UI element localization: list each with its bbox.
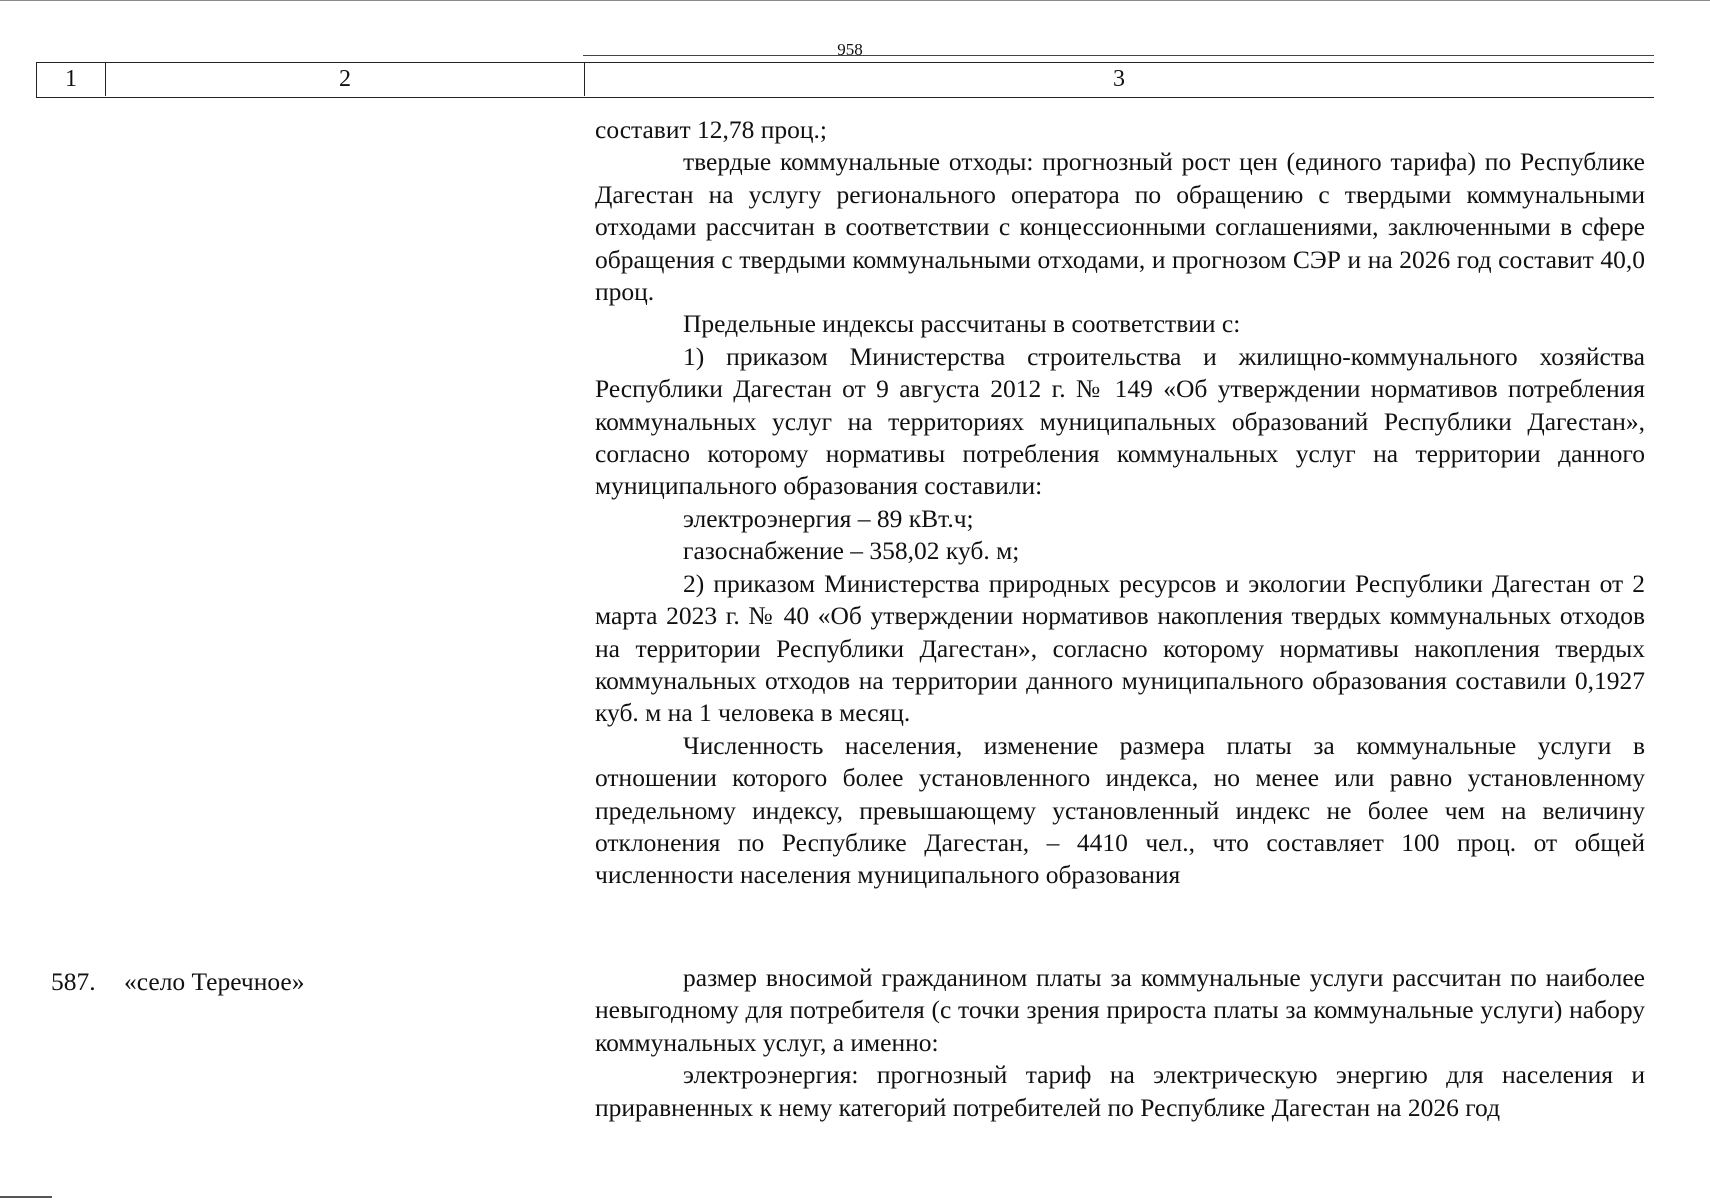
row-number-587: 587. xyxy=(51,967,96,996)
paragraph: газоснабжение – 358,02 куб. м; xyxy=(683,536,1020,566)
paragraph: размер вносимой гражданином платы за коммунальные услуги рассчитан по наиболее невыгодному для потребителя (с точки зрения прироста платы за коммунальные услуги) набору коммунальных услуг, а именно: xyxy=(595,963,1645,1057)
paragraph: электроэнергия: прогнозный тариф на электрическую энергию для населения и приравненных к нему категорий потребителей по Республике Дагестан на 2026 год xyxy=(595,1060,1645,1122)
scan-top-edge xyxy=(0,0,1710,1)
paragraph: 2) приказом Министерства природных ресурсов и экологии Республики Дагестан от 2 марта 2023 г. № 40 «Об утверждении нормативов накопления твердых коммунальных отходов на территории Республики Дагестан», согласно которому нормативы накопления твердых коммунальных отходов на территории данного муниципального образования составили 0,1927 куб. м на 1 человека в месяц. xyxy=(595,568,1645,728)
row-586-description xyxy=(595,114,1645,892)
municipality-name-587: «село Теречное» xyxy=(124,967,305,996)
paragraph: Численность населения, изменение размера платы за коммунальные услуги в отношении которого более установленного индекса, но менее или равно установленному предельному индексу, превышающему установленный индекс не более чем на величину отклонения по Республике Дагестан, – 4410 чел., что составляет 100 проц. от общей численности населения муниципального образования xyxy=(595,730,1645,890)
paragraph: Предельные индексы рассчитаны в соответствии с: xyxy=(683,309,1241,339)
row-587-description xyxy=(595,962,1645,1124)
scan-corner-mark xyxy=(0,1196,52,1198)
page-number: 958 xyxy=(837,40,863,59)
table-header-col-2: 2 xyxy=(339,66,351,92)
table-header-col-3: 3 xyxy=(1113,66,1125,92)
paragraph: твердые коммунальные отходы: прогнозный рост цен (единого тарифа) по Республике Дагестан на услугу регионального оператора по обращению с твердыми коммунальными отходами рассчитан в соответствии с концессионными соглашениями, заключенными в сфере обращения с твердыми коммунальными отходами, и прогнозом СЭР и на 2026 год составит 40,0 проц. xyxy=(595,147,1645,307)
paragraph: 1) приказом Министерства строительства и жилищно-коммунального хозяйства Республики Дагестан от 9 августа 2012 г. № 149 «Об утверждении нормативов потребления коммунальных услуг на территориях муниципальных образований Республики Дагестан», согласно которому нормативы потребления коммунальных услуг на территории данного муниципального образования составили: xyxy=(595,341,1645,501)
paragraph: составит 12,78 проц.; xyxy=(595,115,828,144)
header-top-rule xyxy=(583,55,1654,56)
paragraph: электроэнергия – 89 кВт.ч; xyxy=(683,503,974,533)
table-header-row xyxy=(36,62,1654,98)
table-header-col-1: 1 xyxy=(65,66,77,92)
